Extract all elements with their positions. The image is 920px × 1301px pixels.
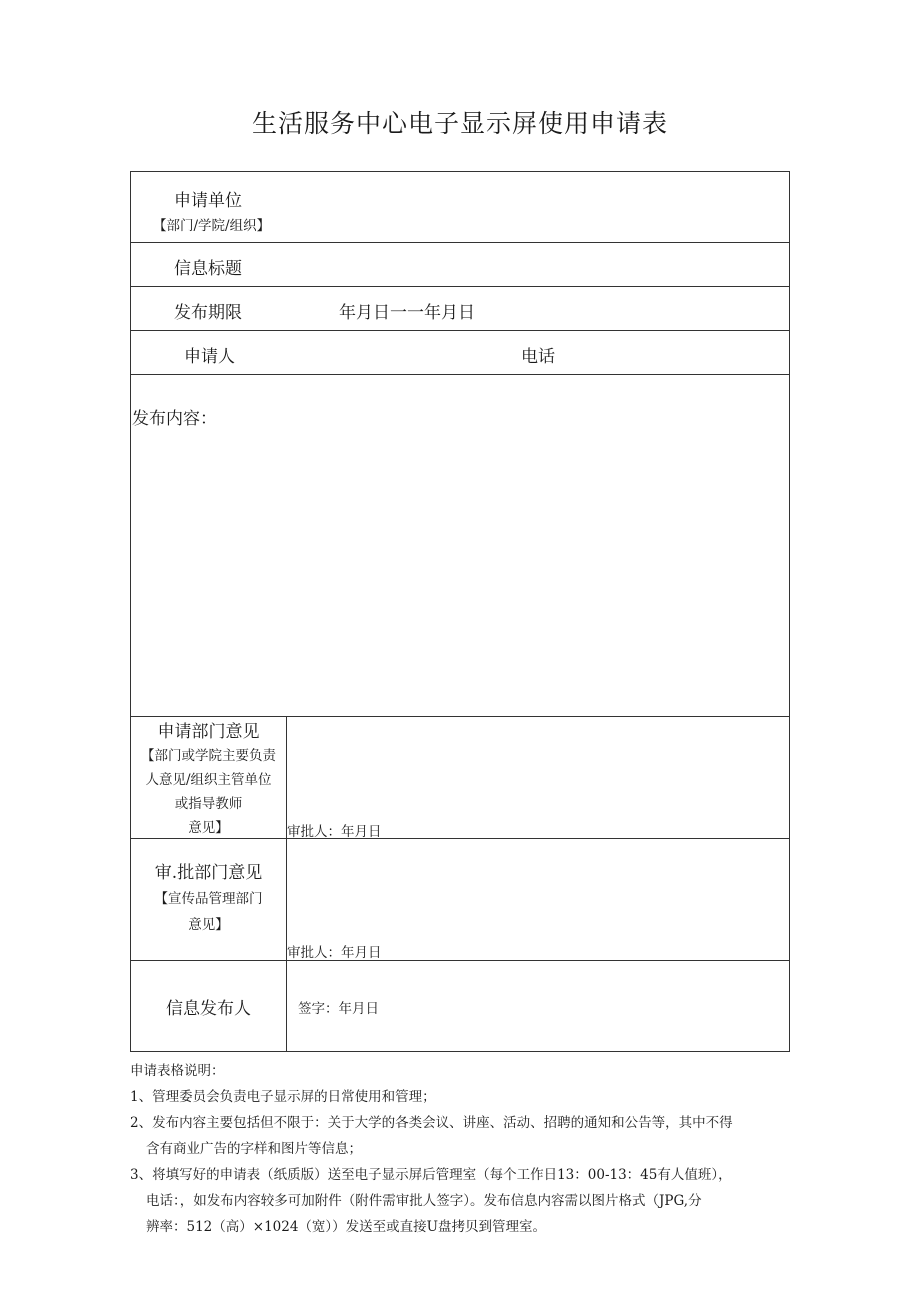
row-divider [131,286,789,287]
dept-opinion-label-block [131,720,286,840]
column-divider [286,716,287,1052]
publisher-label: 信息发布人 [166,999,251,1019]
approval-opinion-signature: 审批人：年月日 [287,945,382,961]
instruction-item: 3、将填写好的申请表（纸质版）送至电子显示屏后管理室（每个工作日13：00-13：45有人值班）， [130,1167,732,1183]
row-divider [131,374,789,375]
applicant-unit-sublabel: 【部门/学院/组织】 [153,218,271,234]
form-title: 生活服务中心电子显示屏使用申请表 [251,109,668,138]
instruction-item: 2、发布内容主要包括但不限于：关于大学的各类会议、讲座、活动、招聘的通知和公告等，其中不得 [130,1115,733,1131]
instructions-heading: 申请表格说明： [130,1063,225,1079]
approval-opinion-sub-line: 【宣传品管理部门 [154,891,263,907]
approval-opinion-label-block [131,860,286,938]
publish-period-label: 发布期限 [174,303,242,323]
instruction-item: 含有商业广告的字样和图片等信息； [146,1141,362,1157]
dept-opinion-sub-line: 或指导教师 [174,796,243,812]
instruction-item: 辨率：512（高）×1024（宽））发送至或直接U盘拷贝到管理室。 [146,1219,547,1235]
application-form-table [130,171,790,1052]
phone-label: 电话 [521,347,555,367]
row-divider [131,330,789,331]
instruction-item: 1、管理委员会负责电子显示屏的日常使用和管理； [130,1089,436,1105]
row-divider [131,716,789,717]
publish-period-value: 年月日一一年月日 [339,303,475,323]
applicant-label: 申请人 [184,347,235,367]
row-divider [131,242,789,243]
dept-opinion-signature: 审批人：年月日 [287,824,382,840]
row-divider [131,960,789,961]
dept-opinion-sub-line: 意见】 [188,820,229,836]
form-instructions [130,1058,800,1240]
applicant-unit-label: 申请单位 [174,191,242,211]
approval-opinion-sub-line: 意见】 [188,917,229,933]
publisher-signature: 签字：年月日 [298,1001,379,1017]
instruction-item: 电话：，如发布内容较多可加附件（附件需审批人签字）。发布信息内容需以图片格式（JPG,分 [146,1193,702,1209]
dept-opinion-label: 申请部门意见 [157,722,260,742]
dept-opinion-sub-line: 【部门或学院主要负责 [141,748,276,764]
publish-content-label: 发布内容： [132,409,217,429]
info-title-label: 信息标题 [174,259,242,279]
approval-opinion-label: 审.批部门意见 [154,863,263,883]
dept-opinion-sub-line: 人意见/组织主管单位 [145,772,272,788]
